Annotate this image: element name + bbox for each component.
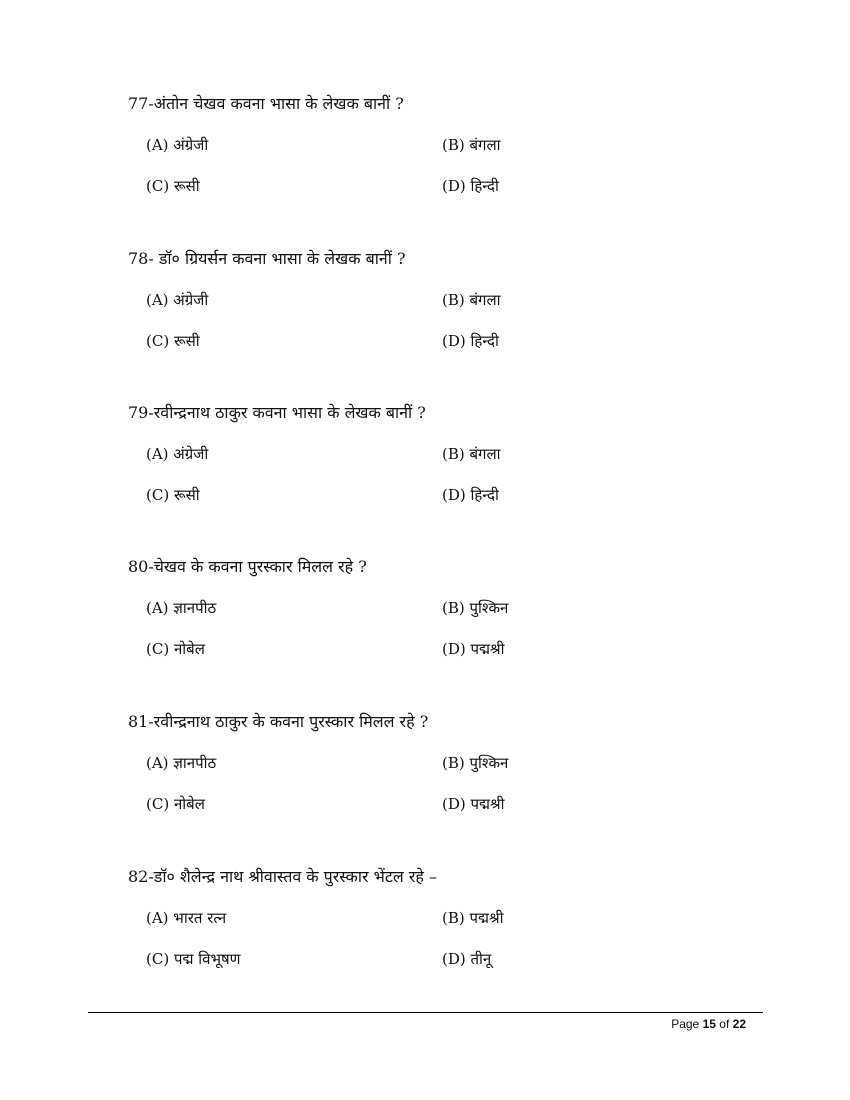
- option-c: (C) पद्म विभूषण: [146, 950, 241, 968]
- question-77: [128, 94, 768, 196]
- question-text: 78- डॉ० ग्रियर्सन कवना भासा के लेखक बानीं ?: [128, 249, 406, 268]
- option-c: (C) रूसी: [146, 332, 200, 350]
- question-text: 77-अंतोन चेखव कवना भासा के लेखक बानीं ?: [128, 94, 404, 113]
- options-row-2: [128, 949, 768, 969]
- options-row-2: [128, 485, 768, 505]
- question-82: [128, 867, 768, 969]
- footer-divider: [88, 1012, 763, 1013]
- page-label: Page: [671, 1017, 700, 1031]
- total-pages: 22: [732, 1017, 746, 1031]
- option-d: (D) तीनू: [442, 950, 492, 968]
- question-79: [128, 403, 768, 505]
- option-b: (B) बंगला: [442, 445, 501, 463]
- options-row-2: [128, 794, 768, 814]
- option-d: (D) हिन्दी: [442, 486, 499, 504]
- options-row-2: [128, 331, 768, 351]
- option-c: (C) नोबेल: [146, 640, 205, 658]
- question-80: [128, 557, 768, 659]
- question-text: 79-रवीन्द्रनाथ ठाकुर कवना भासा के लेखक बानीं ?: [128, 403, 426, 422]
- options-row-1: [128, 753, 768, 773]
- option-b: (B) पुश्किन: [442, 599, 509, 617]
- option-d: (D) पद्मश्री: [442, 640, 505, 658]
- option-a: (A) ज्ञानपीठ: [146, 754, 217, 772]
- option-d: (D) पद्मश्री: [442, 795, 505, 813]
- option-b: (B) पुश्किन: [442, 754, 509, 772]
- options-row-1: [128, 444, 768, 464]
- option-d: (D) हिन्दी: [442, 177, 499, 195]
- question-text: 80-चेखव के कवना पुरस्कार मिलल रहे ?: [128, 557, 367, 576]
- options-row-2: [128, 639, 768, 659]
- option-b: (B) बंगला: [442, 136, 501, 154]
- option-b: (B) बंगला: [442, 291, 501, 309]
- options-row-1: [128, 908, 768, 928]
- question-text: 81-रवीन्द्रनाथ ठाकुर के कवना पुरस्कार मिलल रहे ?: [128, 712, 429, 731]
- option-a: (A) ज्ञानपीठ: [146, 599, 217, 617]
- question-78: [128, 249, 768, 351]
- option-c: (C) रूसी: [146, 177, 200, 195]
- option-a: (A) भारत रत्न: [146, 909, 227, 927]
- option-b: (B) पद्मश्री: [442, 909, 504, 927]
- options-row-1: [128, 598, 768, 618]
- options-row-1: [128, 135, 768, 155]
- page-footer: [671, 1017, 746, 1031]
- options-row-2: [128, 176, 768, 196]
- option-a: (A) अंग्रेजी: [146, 136, 209, 154]
- page-number: 15: [702, 1017, 716, 1031]
- of-label: of: [719, 1017, 730, 1031]
- option-d: (D) हिन्दी: [442, 332, 499, 350]
- option-a: (A) अंग्रेजी: [146, 291, 209, 309]
- option-c: (C) रूसी: [146, 486, 200, 504]
- options-row-1: [128, 290, 768, 310]
- option-c: (C) नोबेल: [146, 795, 205, 813]
- option-a: (A) अंग्रेजी: [146, 445, 209, 463]
- question-81: [128, 712, 768, 814]
- question-text: 82-डॉ० शैलेन्द्र नाथ श्रीवास्तव के पुरस्कार भेंटल रहे –: [128, 867, 437, 886]
